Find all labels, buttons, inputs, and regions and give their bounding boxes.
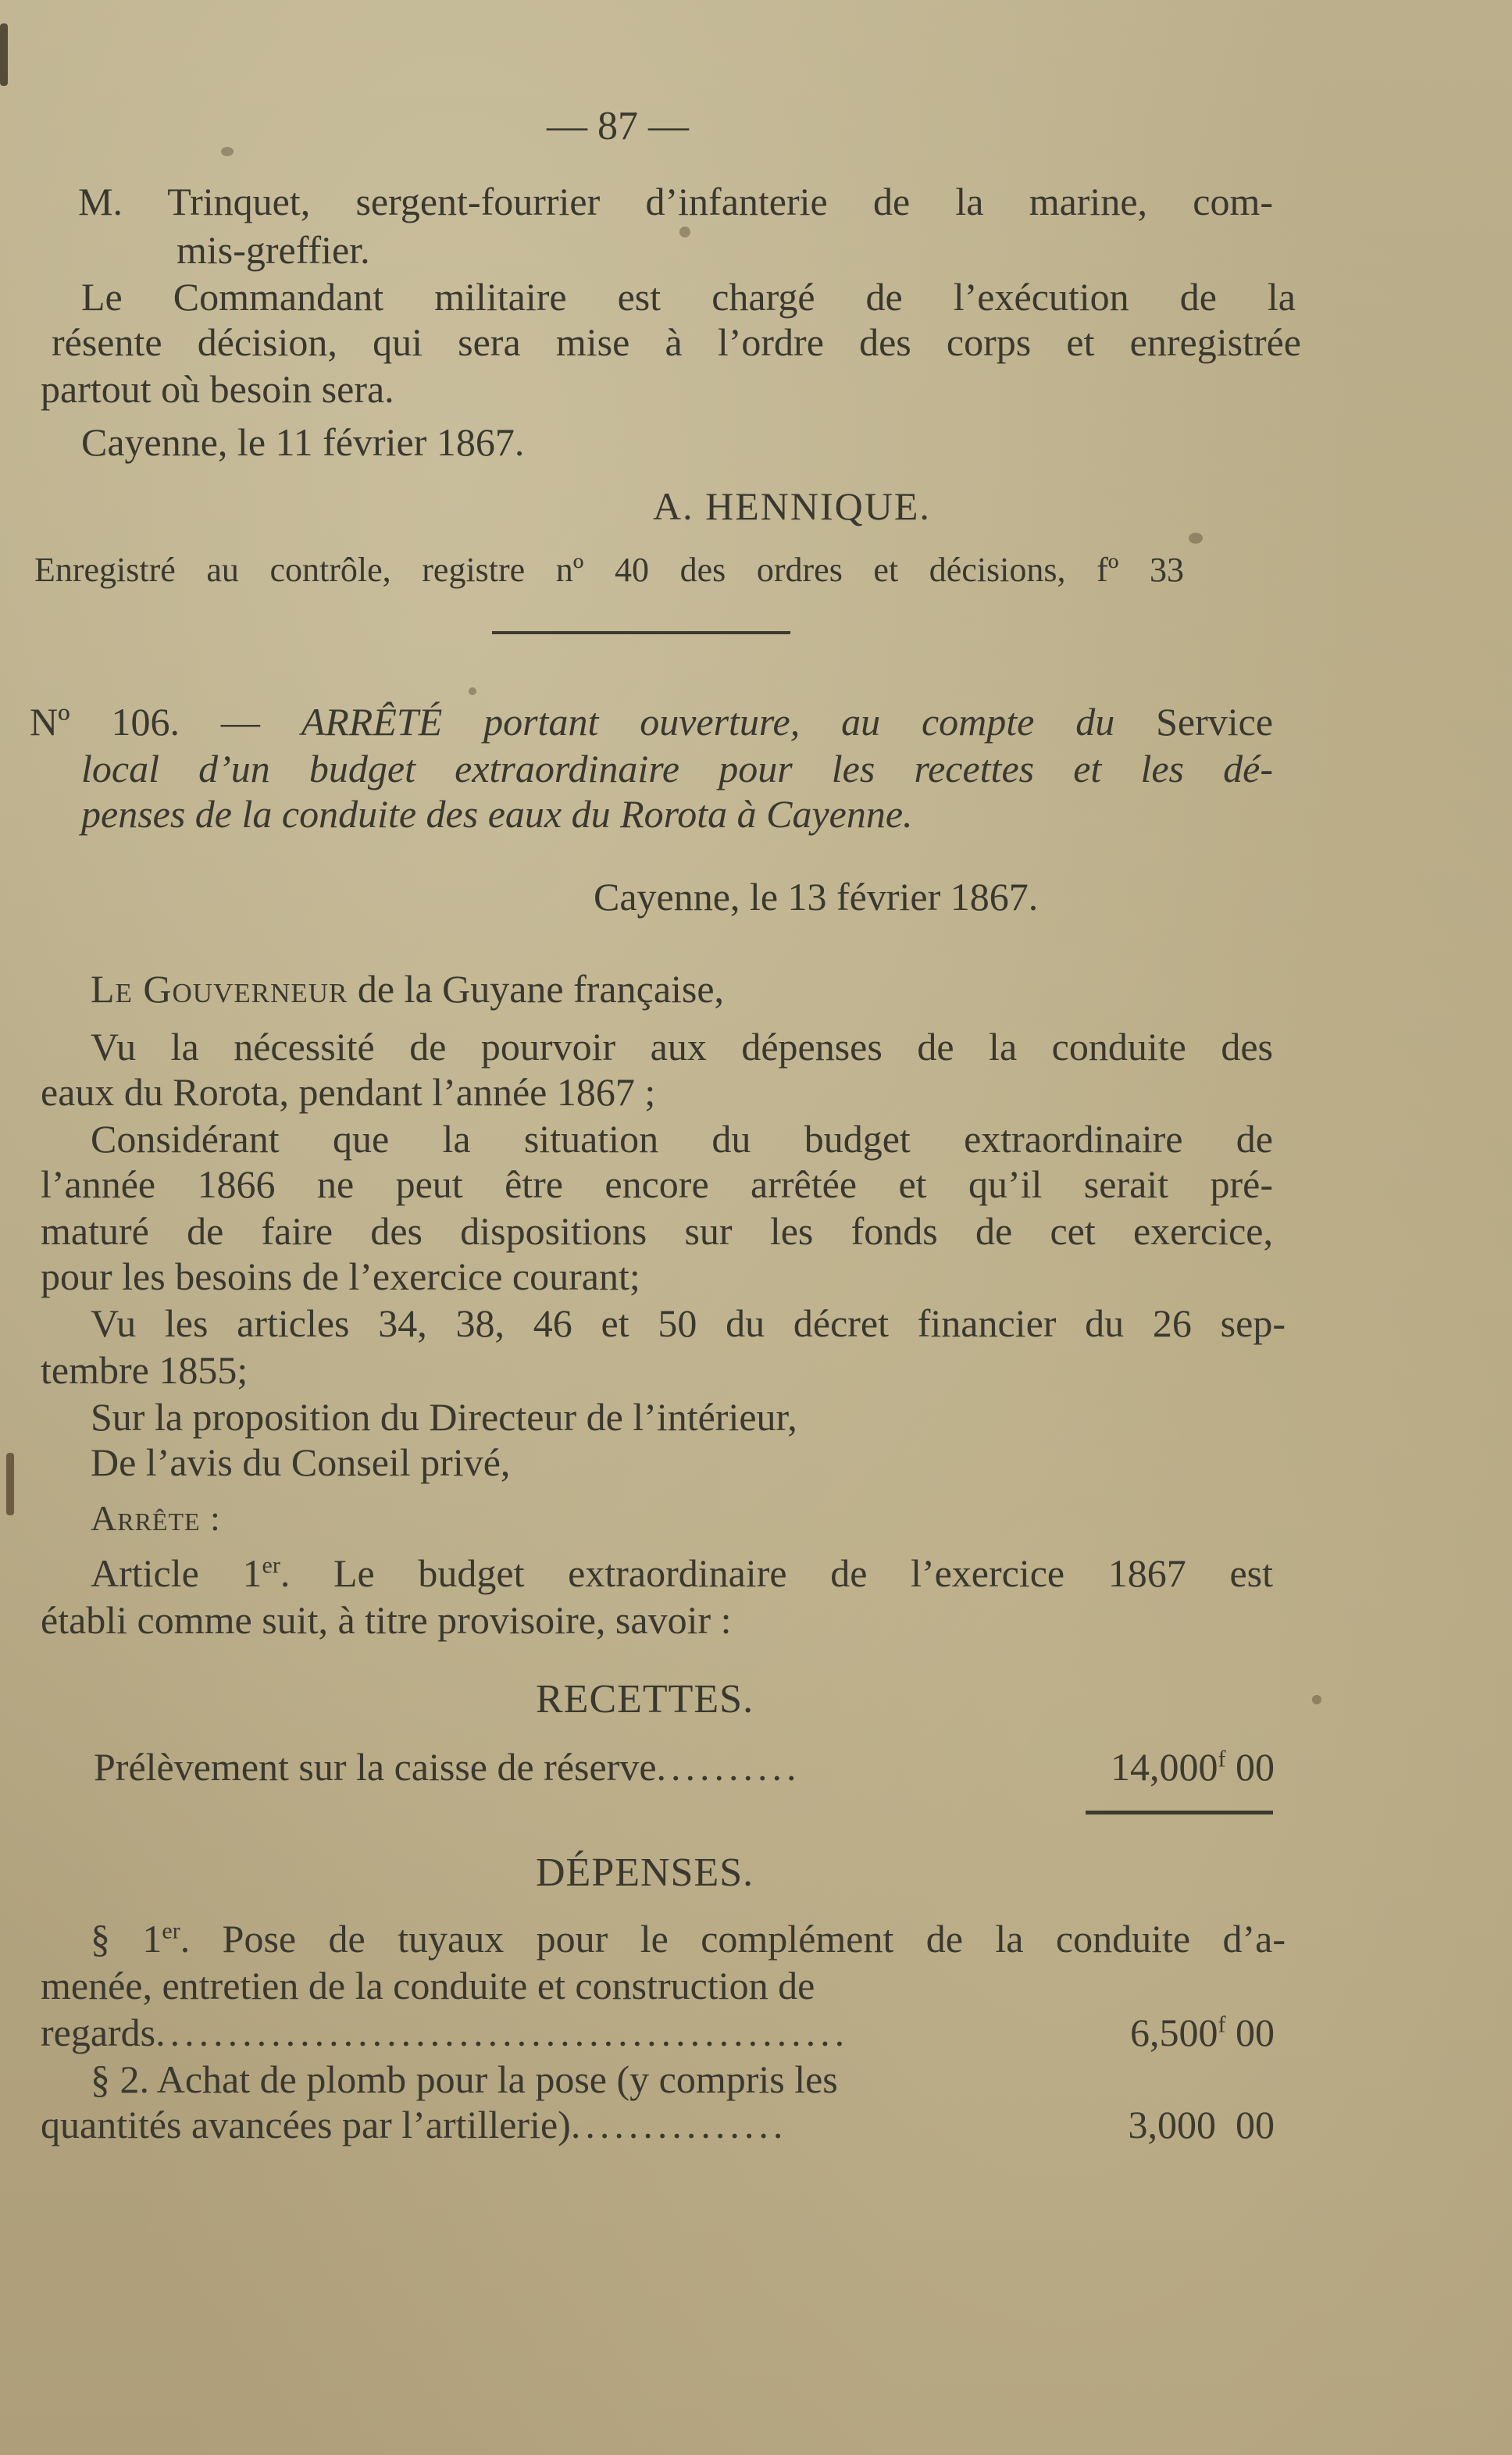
stain: [469, 687, 476, 695]
decree-title-line: local d’un budget extraordinaire pour les recettes et les dé-: [81, 747, 1273, 790]
governor-line: [91, 965, 724, 1012]
total-underline: [1086, 1811, 1273, 1814]
stain: [1312, 1695, 1321, 1704]
decree-date: Cayenne, le 13 février 1867.: [594, 875, 1039, 919]
text-line: Sur la proposition du Directeur de l’intérieur,: [91, 1395, 797, 1439]
recettes-row: Prélèvement sur la caisse de réserve..........: [94, 1745, 801, 1789]
arrete-heading: Arrête :: [91, 1498, 221, 1538]
text-line: De l’avis du Conseil privé,: [91, 1440, 511, 1484]
expense-amount: 6,500$^f$ 00: [1130, 2011, 1275, 2054]
decree-number: Nº 106. —: [30, 700, 260, 744]
text-line: eaux du Rorota, pendant l’année 1867 ;: [41, 1070, 656, 1114]
decree-title: ARRÊTÉ portant ouverture, au compte du: [301, 700, 1115, 744]
expense-amount: 3,000 00: [1128, 2103, 1275, 2146]
recettes-amount: 14,000$^f$ 00: [1111, 1745, 1275, 1789]
expense-line: § 2. Achat de plomb pour la pose (y compris les: [91, 2057, 838, 2101]
text-line: tembre 1855;: [41, 1348, 248, 1392]
expense-line: § 1er. Pose de tuyaux pour le complément de la conduite d’a-: [91, 1917, 1286, 1961]
governor-title: Le Gouverneur: [91, 967, 348, 1011]
page-number: — 87 —: [547, 104, 689, 148]
section-divider: [492, 631, 790, 634]
expense-line: menée, entretien de la conduite et construction de: [41, 1964, 815, 2007]
registration-note: Enregistré au contrôle, registre nº 40 des ordres et décisions, fº 33: [34, 551, 1184, 589]
text-line: maturé de faire des dispositions sur les fonds de cet exercice,: [41, 1209, 1273, 1253]
text-line: Vu les articles 34, 38, 46 et 50 du décret financier du 26 sep-: [91, 1301, 1286, 1345]
text-line: M. Trinquet, sergent-fourrier d’infanterie de la marine, com-: [78, 180, 1273, 223]
text-line: Considérant que la situation du budget extraordinaire de: [91, 1117, 1273, 1161]
text-line: Vu la nécessité de pourvoir aux dépenses de la conduite des: [91, 1025, 1273, 1069]
decree-service: Service: [1156, 700, 1274, 744]
stain: [0, 23, 8, 86]
decree-title-line: penses de la conduite des eaux du Rorota à Cayenne.: [81, 792, 913, 836]
text-line: résente décision, qui sera mise à l’ordre des corps et enregistrée: [52, 320, 1301, 364]
expense-row: regards................................................: [41, 2011, 850, 2054]
expense-row: quantités avancées par l’artillerie)...............: [41, 2103, 788, 2146]
stain: [1189, 533, 1203, 544]
text-line: pour les besoins de l’exercice courant;: [41, 1254, 640, 1298]
text-line: mis-greffier.: [177, 228, 370, 272]
stain: [221, 147, 234, 156]
depenses-heading: DÉPENSES.: [536, 1850, 754, 1895]
decree-title-line: [30, 698, 1273, 745]
governor-rest: de la Guyane française,: [348, 967, 725, 1011]
article-line: Article 1er. Le budget extraordinaire de l’exercice 1867 est: [91, 1551, 1273, 1595]
text-line: établi comme suit, à titre provisoire, savoir :: [41, 1598, 732, 1642]
stain: [679, 227, 690, 237]
text-line: l’année 1866 ne peut être encore arrêtée et qu’il serait pré-: [41, 1162, 1273, 1206]
text-line: Le Commandant militaire est chargé de l’exécution de la: [81, 275, 1296, 319]
text-line: partout où besoin sera.: [41, 367, 394, 411]
signature-name: A. HENNIQUE.: [653, 484, 931, 528]
recettes-heading: RECETTES.: [536, 1677, 754, 1722]
stain: [6, 1453, 14, 1515]
text-line: Cayenne, le 11 février 1867.: [81, 420, 525, 464]
